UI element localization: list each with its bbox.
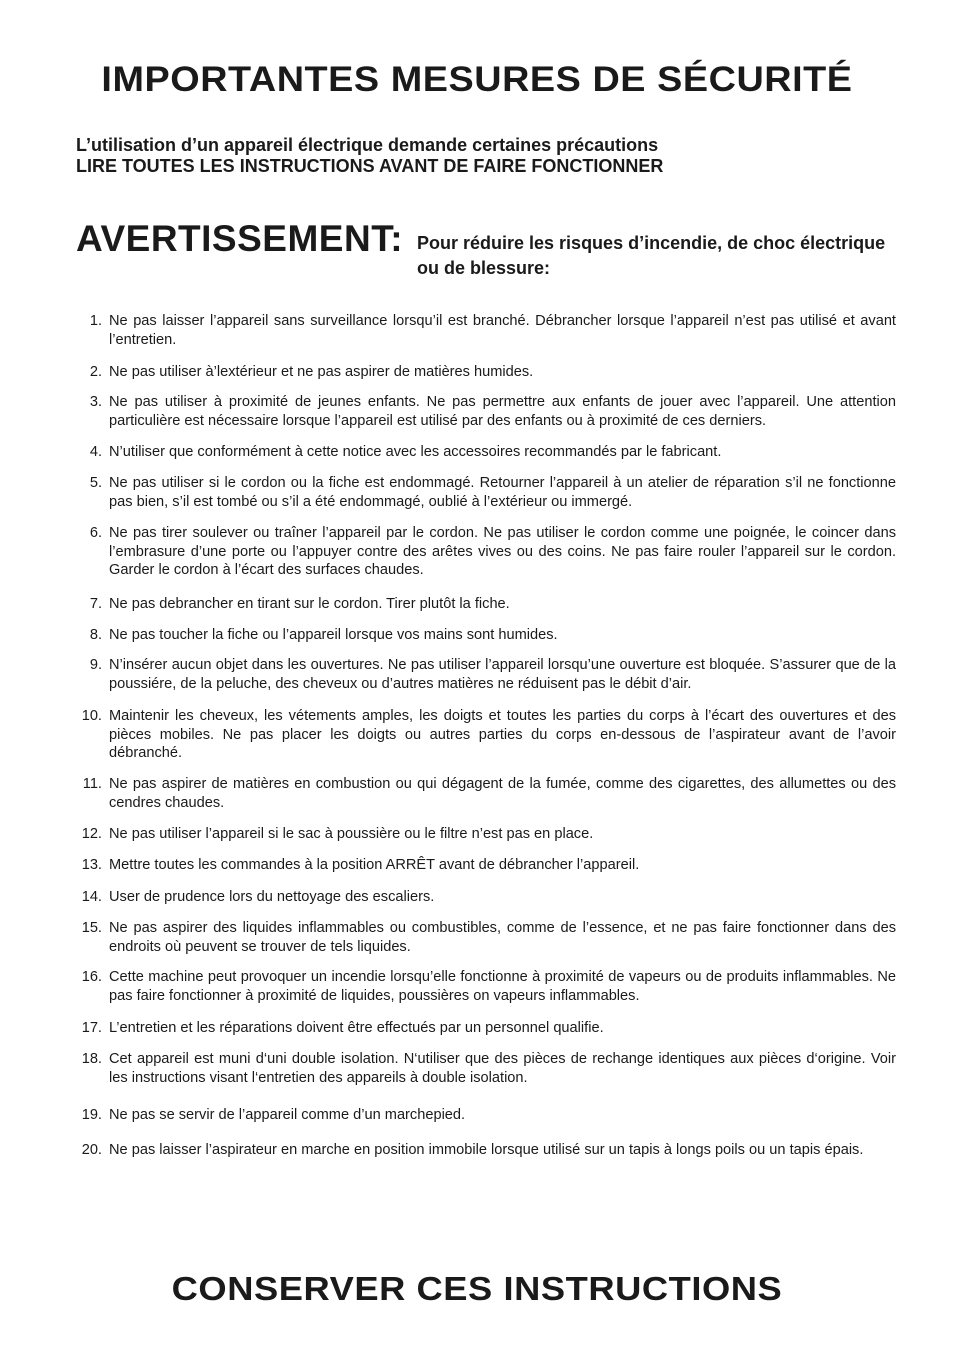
- item-number: 8.: [89, 627, 102, 643]
- item-number: 20.: [81, 1142, 102, 1158]
- warning-section: [76, 218, 896, 288]
- list-item: [76, 524, 896, 580]
- item-number: 4.: [89, 444, 102, 460]
- list-item: [76, 1050, 896, 1087]
- list-item: [76, 919, 896, 956]
- page-title: IMPORTANTES MESURES DE SÉCURITÉ: [101, 60, 853, 99]
- item-number: 17.: [81, 1020, 102, 1036]
- item-text: Maintenir les cheveux, les vétements amples, les doigts et toutes les parties du corps à l’écart des ouvertures et des pièces mobiles. Ne pas placer les doigts ou autres parties du corps en-dessous de l’aspirateur avant de l’avoir débranché.: [109, 708, 896, 761]
- list-item: [76, 888, 896, 907]
- item-number: 11.: [82, 776, 102, 792]
- item-number: 6.: [89, 525, 102, 541]
- item-text: L’entretien et les réparations doivent être effectués par un personnel qualifie.: [109, 1020, 604, 1036]
- subtitle-line-1: L’utilisation d’un appareil électrique demande certaines précautions: [76, 135, 659, 155]
- item-text: Ne pas tirer soulever ou traîner l’appareil par le cordon. Ne pas utiliser le cordon comme une poignée, le coincer dans l’embrasure d’une porte ou l’appuyer contre des arêtes vives ou des coins. Ne pas faire rouler l’appareil sur le cordon. Garder le cordon à l’écart des surfaces chaudes.: [109, 525, 896, 578]
- item-text: Cette machine peut provoquer un incendie lorsqu’elle fonctionne à proximité de vapeurs ou de produits inflammables. Ne pas faire fonctionner à proximité de liquides, poussières on vapeurs inflammables.: [109, 969, 896, 1004]
- item-text: Ne pas se servir de l’appareil comme d’un marchepied.: [109, 1107, 466, 1123]
- list-item: [76, 595, 896, 614]
- list-item: [76, 707, 896, 763]
- item-number: 18.: [81, 1051, 102, 1067]
- subtitle-block: [76, 135, 663, 177]
- item-text: Ne pas debrancher en tirant sur le cordon. Tirer plutôt la fiche.: [109, 596, 510, 612]
- item-text: Ne pas laisser l’appareil sans surveillance lorsqu’il est branché. Débrancher lorsque l’appareil n’est pas utilisé et avant l’entretien.: [109, 313, 896, 348]
- footer-title: CONSERVER CES INSTRUCTIONS: [171, 1270, 783, 1307]
- item-text: Ne pas utiliser l’appareil si le sac à poussière ou le filtre n’est pas en place.: [109, 826, 594, 842]
- item-number: 2.: [89, 364, 102, 380]
- list-item: [76, 443, 896, 462]
- item-text: User de prudence lors du nettoyage des escaliers.: [109, 889, 435, 905]
- warning-text: Pour réduire les risques d’incendie, de choc électrique ou de blessure:: [417, 233, 886, 278]
- item-number: 15.: [81, 920, 102, 936]
- item-number: 5.: [89, 475, 102, 491]
- list-item: [76, 393, 896, 430]
- list-item: [76, 363, 896, 382]
- item-number: 12.: [81, 826, 102, 842]
- item-text: Ne pas utiliser à’lextérieur et ne pas aspirer de matières humides.: [109, 364, 534, 380]
- item-number: 10.: [81, 708, 102, 724]
- list-item: [76, 656, 896, 693]
- item-text: N’insérer aucun objet dans les ouvertures. Ne pas utiliser l’appareil lorsqu’une ouverture est bloquée. S’assurer que de la poussiére, de la peluche, des cheveux ou d’autres matières ne réduisent pas le débit d’air.: [109, 657, 896, 692]
- item-number: 9.: [89, 657, 102, 673]
- list-item: [76, 1019, 896, 1038]
- item-number: 3.: [89, 394, 102, 410]
- item-text: Mettre toutes les commandes à la position ARRÊT avant de débrancher l’appareil.: [109, 857, 640, 873]
- item-text: Ne pas utiliser à proximité de jeunes enfants. Ne pas permettre aux enfants de jouer avec l’appareil. Une attention particulière est nécessaire lorsque l’appareil est utilisé par des enfants ou à proximité de ces derniers.: [109, 394, 896, 429]
- item-number: 1.: [89, 313, 102, 329]
- list-item: [76, 1141, 896, 1160]
- item-number: 13.: [81, 857, 102, 873]
- item-number: 14.: [81, 889, 102, 905]
- subtitle-line-2: LIRE TOUTES LES INSTRUCTIONS AVANT DE FAIRE FONCTIONNER: [76, 156, 664, 176]
- warning-label: AVERTISSEMENT:: [76, 218, 404, 259]
- item-text: Ne pas aspirer des liquides inflammables ou combustibles, comme de l’essence, et ne pas faire fonctionner dans des endroits où peuvent se trouver de tels liquides.: [109, 920, 896, 955]
- item-text: N’utiliser que conformément à cette notice avec les accessoires recommandés par le fabricant.: [109, 444, 722, 460]
- list-item: [76, 968, 896, 1005]
- list-item: [76, 626, 896, 645]
- item-number: 7.: [89, 596, 102, 612]
- item-number: 16.: [81, 969, 102, 985]
- item-number: 19.: [81, 1107, 102, 1123]
- list-item: [76, 856, 896, 875]
- item-text: Cet appareil est muni d‘uni double isolation. N‘utiliser que des pièces de rechange identiques aux pièces d‘origine. Voir les instructions visant l‘entretien des appareils à double isolation.: [109, 1051, 896, 1086]
- list-item: [76, 1106, 896, 1125]
- item-text: Ne pas utiliser si le cordon ou la fiche est endommagé. Retourner l’appareil à un atelier de réparation s’il ne fonctionne pas bien, s’il est tombé ou s’il a été endommagé, oublié à l’extérieur ou immergé.: [109, 475, 896, 510]
- item-text: Ne pas aspirer de matières en combustion ou qui dégagent de la fumée, comme des cigarettes, des allumettes ou des cendres chaudes.: [109, 776, 896, 811]
- list-item: [76, 312, 896, 349]
- list-item: [76, 775, 896, 812]
- item-text: Ne pas laisser l’aspirateur en marche en position immobile lorsque utilisé sur un tapis à longs poils ou un tapis épais.: [109, 1142, 864, 1158]
- list-item: [76, 474, 896, 511]
- item-text: Ne pas toucher la fiche ou l’appareil lorsque vos mains sont humides.: [109, 627, 558, 643]
- list-item: [76, 825, 896, 844]
